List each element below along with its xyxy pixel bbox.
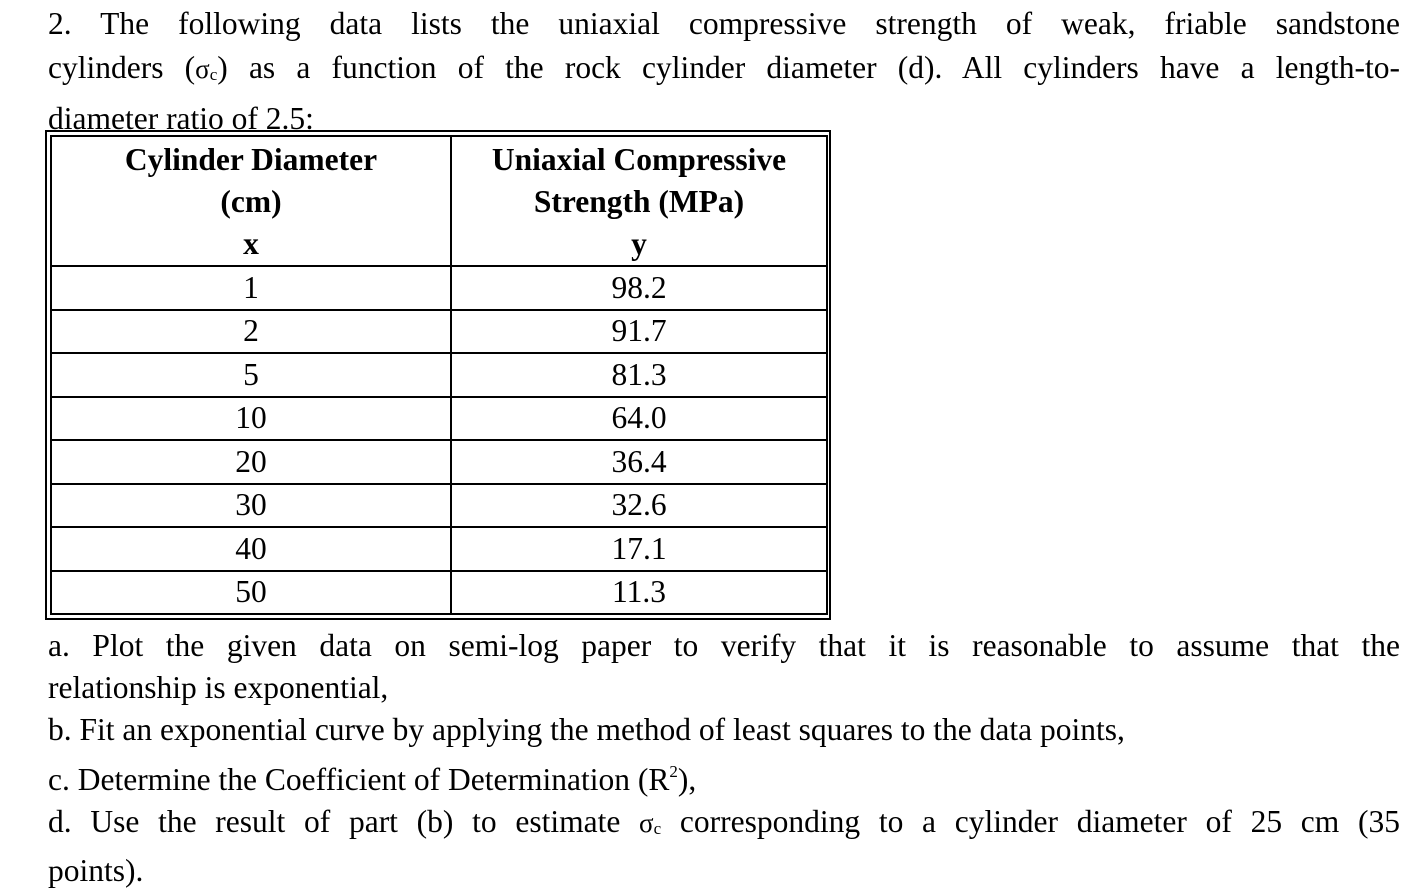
strength-cell: 32.6 [451, 484, 827, 528]
column-variable-x: x [243, 226, 259, 261]
sigma-symbol: σ [639, 808, 654, 838]
column-header-diameter: Cylinder Diameter (cm) x [51, 136, 451, 266]
diameter-cell: 30 [51, 484, 451, 528]
sigma-subscript: c [209, 65, 218, 84]
strength-cell: 98.2 [451, 266, 827, 310]
part-b: b. Fit an exponential curve by applying the method of least squares to the data points, [48, 712, 1125, 747]
strength-cell: 64.0 [451, 397, 827, 441]
part-d-line-2: points). [48, 853, 144, 888]
table-header-row [51, 136, 827, 266]
diameter-cell: 40 [51, 527, 451, 571]
r-squared-superscript: 2 [669, 762, 678, 781]
diameter-cell: 20 [51, 440, 451, 484]
column-variable-y: y [631, 226, 647, 261]
table-row [51, 353, 827, 397]
table-row [51, 527, 827, 571]
table-row [51, 440, 827, 484]
diameter-cell: 2 [51, 310, 451, 354]
intro-line-3: diameter ratio of 2.5: [48, 101, 314, 136]
sigma-subscript: c [653, 819, 662, 838]
sigma-symbol: σ [195, 54, 210, 84]
strength-cell: 36.4 [451, 440, 827, 484]
table-row [51, 571, 827, 615]
strength-cell: 17.1 [451, 527, 827, 571]
table-row [51, 310, 827, 354]
diameter-cell: 50 [51, 571, 451, 615]
intro-line-1: 2. The following data lists the uniaxial compressive strength of weak, friable sandstone [48, 6, 1400, 41]
diameter-cell: 1 [51, 266, 451, 310]
column-header-strength: Uniaxial Compressive Strength (MPa) y [451, 136, 827, 266]
strength-cell: 91.7 [451, 310, 827, 354]
part-d-line-1: d. Use the result of part (b) to estimate σc corresponding to a cylinder diameter of 25 cm (35 [48, 804, 1401, 839]
table-row [51, 484, 827, 528]
diameter-cell: 5 [51, 353, 451, 397]
data-table-frame [45, 130, 831, 620]
strength-cell: 81.3 [451, 353, 827, 397]
intro-line-2: cylinders (σc) as a function of the rock cylinder diameter (d). All cylinders have a length-to- [48, 50, 1400, 85]
table-row [51, 397, 827, 441]
problem-statement [48, 2, 1400, 141]
diameter-cell: 10 [51, 397, 451, 441]
part-a-line-1: a. Plot the given data on semi-log paper to verify that it is reasonable to assume that the [48, 628, 1400, 663]
part-c: c. Determine the Coefficient of Determination $(R^2)$, [48, 762, 697, 797]
data-table [50, 135, 828, 615]
question-parts [48, 625, 1400, 892]
strength-cell: 11.3 [451, 571, 827, 615]
table-row [51, 266, 827, 310]
part-a-line-2: relationship is exponential, [48, 670, 389, 705]
